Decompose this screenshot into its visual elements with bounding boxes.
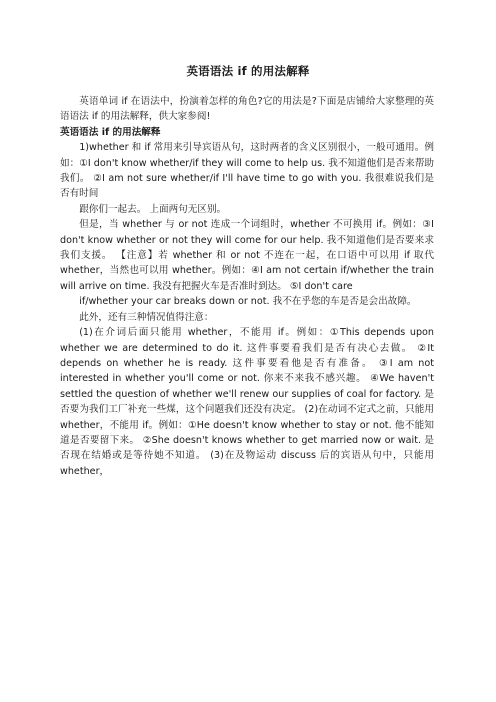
paragraph-three-cases-intro: 此外，还有三种情况值得注意：	[79, 311, 214, 323]
paragraph-point-1-cont: 跟你们一起去。 上面两句无区别。	[79, 203, 227, 215]
paragraph-point-1: 1)whether 和 if 常用来引导宾语从句，这时两者的含义区别很小，一般可通用。例如：①I don't know whether/if they will come to help us. 我不知道他们是否来帮助我们。 ②I am not sure whether/if I'll have time to go with you. 我很难说我们是否有时间	[60, 142, 434, 200]
paragraph-intro: 英语单词 if 在语法中，扮演着怎样的角色?它的用法是?下面是店铺给大家整理的英语语法 if 的用法解释，供大家参阅!	[60, 96, 434, 123]
paragraph-whether-or-not-cont: if/whether your car breaks down or not. 我不在乎您的车是否是会出故障。	[79, 296, 417, 308]
document-title: 英语语法 if 的用法解释	[186, 64, 310, 78]
document-body	[60, 94, 434, 479]
paragraph-whether-or-not: 但是，当 whether 与 or not 连成一个词组时，whether 不可换用 if。例如：③I don't know whether or not they will come for our help. 我不知道他们是否要来求我们支援。 【注意】若 whether 和 or not 不连在一起，在口语中可以用 if 取代 whether，当然也可以用 whether。例如：④I am not certain if/whether the train will arrive on time. 我没有把握火车是否准时到达。 ⑤I don't care	[60, 219, 434, 292]
paragraph-three-cases: (1)在介词后面只能用 whether，不能用 if。例如：①This depends upon whether we are determined to do it. 这件事要看我们是否有决心去做。 ②It depends on whether he is ready. 这件事要看他是否有准备。 ③I am not interested in whether you'll come or not. 你来不来我不感兴趣。 ④We haven't settled the question of whether we'll renew our supplies of coal for factory. 是否要为我们工厂补充一些煤，这个问题我们还没有决定。 (2)在动词不定式之前，只能用 whether，不能用 if。例如：①He doesn't know whether to stay or not. 他不能知道是否要留下来。 ②She doesn't knows whether to get married now or wait. 是否现在结婚或是等待她不知道。 (3)在及物运动 discuss 后的宾语从句中，只能用 whether，	[60, 327, 434, 477]
section-heading: 英语语法 if 的用法解释	[60, 126, 161, 138]
